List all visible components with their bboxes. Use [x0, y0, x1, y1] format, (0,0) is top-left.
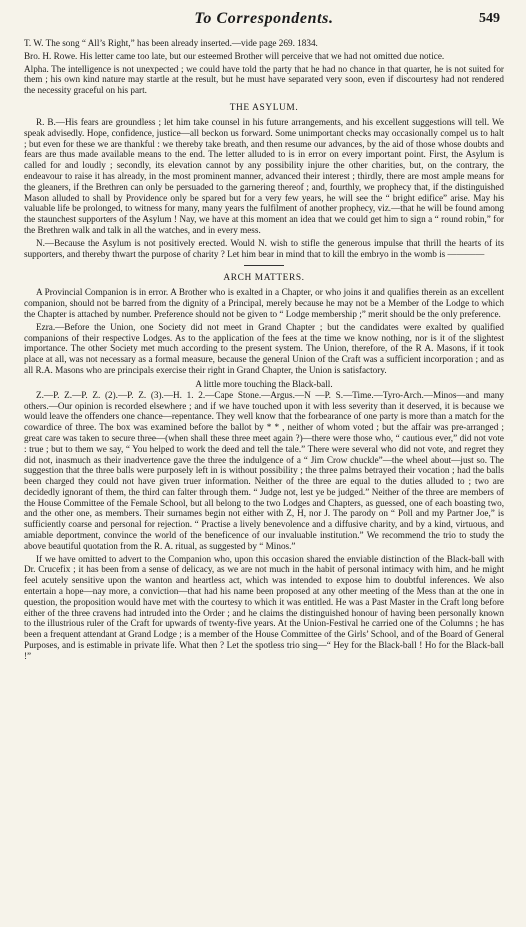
arch-paragraph-companion: A Provincial Companion is in error. A Brother who is exalted in a Chapter, or who joins it and qualifies therein as an excellent companion, should not be barred from the dignity of a Principal, merely because he may not be a Member of the Lodge to which the Chapter is attached by number. Preference should not be given to “ Lodge membership ;” merit should be the only preference. — [24, 287, 504, 319]
running-title: To Correspondents. — [194, 10, 334, 27]
blackball-paragraph: Z.—P. Z.—P. Z. (2).—P. Z. (3).—H. 1. 2.—Cape Stone.—Argus.—N —P. S.—Time.—Tyro-Arch.—Minos—and many others.—Our opinion is recorded elsewhere ; and if we have touched upon it with less severity than it deserved, it is because we would leave the offenders one chance—repentance. They well know that the forbearance of one party is more than a match for the cowardice of three. The box was examined before the ballot by * * , neither of whom voted ; but the affair was pre-arranged ; great care was taken to secure three—(when shall these three meet again ?)—there were those who, “ cautious ever,” did not vote : true ; but to them we say, “ You helped to work the deed and tell the tale.” There were several who did not vote, and regret they did not, inasmuch as their inadvertence gave the three the indulgence of a “ Jim Crow chuckle”—the wheel about—just so. The suggestion that the three balls were purposely left in is without possibility ; the three palms betrayed their vocation ; had the balls been charged they could not have given truer information. Neither of the three are equal to the duties alluded to ; two are decidedly ignorant of them, the third can falter through them. “ Judge not, lest ye be judged.” Neither of the three are members of the House Committee of the Female School, but all belong to the two Lodges and Chapters, as guessed, one of each boasting two, and the other one, as members. Their surnames begin not either with Z, H, nor J. The parody on “ Poll and my Partner Joe,” is sufficiently coarse and personal for rejection. “ Practise a lively benevolence and a diffusive charity, and by a kind, virtuous, and amiable deportment, convince the world of the beneficence of our invaluable institution.” We recommend the trio to study the above beautiful quotation from the R. A. ritual, as suggested by “ Minos.” — [24, 389, 504, 551]
arch-paragraph-ezra: Ezra.—Before the Union, one Society did not meet in Grand Chapter ; but the candidates were exalted by qualified companions of their respective Lodges. As to the application of the fees at the time we know nothing, nor is it of the slightest importance. The other Society met much according to the present system. The Union, therefore, of the R A. Masons, if it took place at all, was not necessary as a formal measure, because the general Union of the Craft was a sufficient incorporation ; and as all R.A. Masons who are principals exercise their right in Grand Chapter, the Union is satisfactory. — [24, 321, 504, 375]
divider — [244, 265, 284, 266]
page-number: 549 — [479, 11, 500, 26]
blackball-subheading: A little more touching the Black-ball. — [195, 378, 333, 389]
asylum-paragraph-n: N.—Because the Asylum is not positively erected. Would N. wish to stifle the generous impulse that thrill the hearts of its supporters, and thereby thwart the purpose of charity ? Let him bear in mind that to kill the embryo in the womb is ———— — [24, 237, 504, 259]
notice-alpha: Alpha. The intelligence is not unexpected ; we could have told the party that he had no chance in that quarter, he is not suited for them ; his own kind nature may startle at the result, but he must have separated very soon, even if discourtesy had not rendered the necessity graceful on his part. — [24, 63, 504, 96]
asylum-heading: THE ASYLUM. — [229, 102, 299, 113]
arch-heading: ARCH MATTERS. — [223, 273, 305, 284]
notice-tw: T. W. The song “ All’s Right,” has been already inserted.—vide page 269. 1834. — [24, 38, 318, 48]
asylum-paragraph-rb: R. B.—His fears are groundless ; let him take counsel in his future arrangements, and his excellent suggestions will tell. We speak advisedly. Hope, confidence, justice—all beckon us forward. Some unimportant checks may occasionally compel us to halt ; but even for these we are thankful : we thereby take breath, and then resume our advances, by the aid of those whose doubts and fears are thus made available means to the end. The letter alluded to is in error on every important point. First, the Asylum is called for and loudly ; secondly, its elevation cannot by any possibility injure the other charities, but, on the contrary, the endeavour to raise it has already, in the most prominent manner, advanced their interest ; thirdly, there are most ample means for the gleaners, if the Brethren can only be persuaded to the garnering thereof ; and, fourthly, we prophecy that, if the distinguished Mason alluded to shall by Providence only be spared but for a very few years, he will see the “ bright edifice” arise. May his valuable life be prolonged, to witness for many, many years the fulfilment of another prophecy, viz.—that he will be found among the staunchest supporters of the Asylum ! Nay, we have at this moment an idea that we could get him to sign a “ round robin,” for the Brethren walk and talk in all the watches, and in every mess. — [24, 116, 504, 235]
closing-paragraph: If we have omitted to advert to the Companion who, upon this occasion shared the enviable distinction of the Black-ball with Dr. Crucefix ; it has been from a sense of delicacy, as we are not much in the habit of personal intimacy with him, and he might feel acutely sensitive upon the wanton and heartless act, which was intended to expose him to doubtful inferences. We also entertain a hope—nay more, a conviction—that had his name been proposed at any other meeting of the Mess than at the one in question, the proposition would have met with the courtesy to which it was entitled. He was a Past Master in the Craft long before either of the three cravens had intruded into the Order ; and he claims the distinguished honour of having been personally known to the illustrious ruler of the Craft for upwards of twenty-five years. At the Union-Festival he carried one of the Columns ; he has been a frequent attendant at Grand Lodge ; is a member of the House Committee of the Girls’ School, and of the Board of General Purposes, and is estimable in private life. What then ? Let the spotless trio sing—“ Hey for the Black-ball ! Ho for the Black-ball !” — [24, 553, 504, 661]
running-header — [24, 0, 504, 38]
notice-rowe: Bro. H. Rowe. His letter came too late, but our esteemed Brother will perceive that we had not omitted due notice. — [24, 50, 445, 61]
